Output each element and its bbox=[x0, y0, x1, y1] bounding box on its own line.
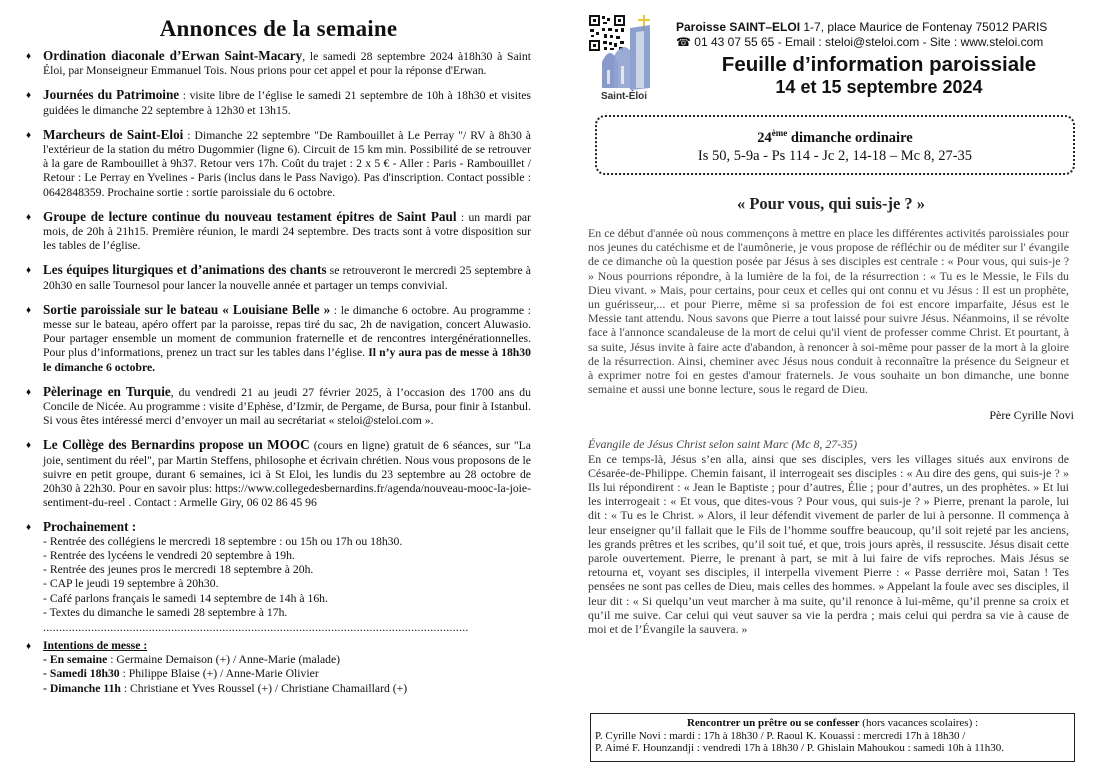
intention-line: - Dimanche 11h : Christiane et Yves Roussel (+) / Christiane Chamaillard (+) bbox=[43, 681, 408, 695]
announcement-bold-note: Il n’y aura pas de messe à 18h30 le dimanche 6 octobre. bbox=[43, 346, 531, 374]
diamond-bullet-icon: ♦ bbox=[26, 265, 32, 277]
diamond-bullet-icon: ♦ bbox=[26, 440, 32, 452]
announcement-text: : un mardi par mois, de 20h à 21h15. Première réunion, le mardi 24 septembre. Des tracts sont à votre disposition sur les tables de l’église. bbox=[43, 210, 532, 253]
parish-contact: ☎ 01 43 07 55 65 - Email : steloi@steloi.com - Site : www.steloi.com bbox=[676, 35, 1044, 49]
confession-box bbox=[590, 713, 1075, 762]
intentions-title: Intentions de messe : bbox=[43, 638, 148, 652]
homily-text: En ce début d'année où nous commençons à mettre en place les différentes activités paroissiales pour nos jeunes du catéchisme et de l'aumônerie, je vous propose de réfléchir ou de méditer sur l' évangile de ce dimanche où la question posée par Jésus à ses disciples est centrale : « Pour vous, qui suis-je ? » Nous pourrions répondre, à la lumière de la foi, de la résurrection : « Tu es le Messie, le Fils du Dieu vivant. » Mais, pour certains, pour ceux et celles qui ont connu et vu Jésus : Il est un prophète, un guérisseur,... et pour Pierre, même si sa profession de foi est encore imparfaite, Jésus est le Messie tant attendu. Nous savons que Pierre a tout laissé pour suivre Jésus. Néanmoins, il se révolte face à l'annonce scandaleuse de la mort de celui qu'il vient de professer comme Christ. Et pourtant, à sa suite, Jésus invite à faire acte d'abandon, à renoncer à soi-même pour passer de la mort à la gloire de la résurrection. Ainsi, cheminer avec Jésus nous conduit à reconnaître la présence du Seigneur et à exprimer notre foi en gestes d'amour fraternels. Je vous souhaite un bon dimanche, une bonne semaine et aussi une bonne lecture, sous le regard de Dieu. bbox=[588, 226, 1069, 397]
announcement-title: Marcheurs de Saint-Eloi bbox=[43, 126, 184, 142]
diamond-bullet-icon: ♦ bbox=[26, 386, 32, 398]
intention-line: - Samedi 18h30 : Philippe Blaise (+) / Anne-Marie Olivier bbox=[43, 667, 319, 681]
homily-title: « Pour vous, qui suis-je ? » bbox=[736, 194, 926, 213]
announcement-title: Les équipes liturgiques et d’animations des chants bbox=[43, 262, 327, 278]
announcement-item bbox=[26, 88, 531, 117]
diamond-bullet-icon: ♦ bbox=[26, 90, 32, 102]
sunday-title: 24ème dimanche ordinaire bbox=[757, 128, 913, 146]
sunday-box bbox=[595, 115, 1075, 175]
parish-address: Paroisse SAINT–ELOI 1-7, place Maurice de Fontenay 75012 PARIS bbox=[676, 20, 1048, 34]
announcement-title: Le Collège des Bernardins propose un MOOC bbox=[43, 437, 310, 453]
logo-caption: Saint-Éloi bbox=[600, 91, 648, 102]
announcement-text: (cours en ligne) gratuit de 6 séances, sur "La joie, sentiment du réel", par Martin Steffens, philosophe et écrivain chrétien. Nous vous proposons de le suivre en petit groupe, durant 6 semaines, ici à St Eloi, les lundis du 23 septembre au 28 octobre de 20h30 à 22h30. Pour en savoir plus: https://www.collegedesbernardins.fr/agenda/nouveau-mooc-la-joie-sentiment-du-reel . Contact : Armelle Giry, 06 02 86 45 96 bbox=[43, 439, 531, 510]
announcement-text: : Dimanche 22 septembre "De Rambouillet à Le Perray "/ RV à 8h30 à l'extérieur de la station du métro Dugommier (ligne 6). Circuit de 15 km min. Possibilité de se retrouver à la gare de Rambouillet à 9h37. Retour vers 17h. Coût du trajet : 2 x 5 € - Aller : Paris - Rambouillet / Retour : Le Perray en Yvelines - Paris (inclus dans le Pass Navigo). Pas d'inscription. Contact possible : 0642848359. Prochaine sortie : sortie paroissiale du 6 octobre. bbox=[43, 128, 531, 199]
announcement-title: Pèlerinage en Turquie bbox=[43, 383, 171, 399]
announcement-text: se retrouveront le mercredi 25 septembre à 20h30 en salle Tournesol pour lancer la nouvelle année et partager un temps convivial. bbox=[43, 264, 531, 292]
prochainement-item: - Rentrée des lycéens le vendredi 20 septembre à 19h. bbox=[43, 548, 295, 562]
prochainement-title: Prochainement : bbox=[43, 519, 137, 535]
diamond-bullet-icon: ♦ bbox=[26, 640, 32, 652]
diamond-bullet-icon: ♦ bbox=[26, 522, 32, 534]
announcements-title: Annonces de la semaine bbox=[159, 16, 398, 41]
gospel-title: Évangile de Jésus Christ selon saint Marc (Mc 8, 27-35) bbox=[588, 437, 858, 452]
gospel-text: En ce temps-là, Jésus s’en alla, ainsi que ses disciples, vers les villages situés aux environs de Césarée-de-Philippe. Chemin faisant, il interrogeait ses disciples : « Au dire des gens, qui suis-je ? » Ils lui répondirent : « Jean le Baptiste ; pour d’autres, Élie ; pour d’autres, un des prophètes. » Et lui les interrogeait : « Et vous, que dites-vous ? Pour vous, qui suis-je ? » Pierre, prenant la parole, lui dit : « Tu es le Christ. » Alors, il leur défendit vivement de parler de lui à personne. Il commença à leur enseigner qu’il fallait que le Fils de l’homme souffre beaucoup, qu’il soit rejeté par les anciens, les grands prêtres et les scribes, qu’il soit tué, et que, trois jours après, il ressuscite. Jésus disait cette parole ouvertement. Pierre, le prenant à part, se mit à lui faire de vifs reproches. Mais Jésus se retourna et, voyant ses disciples, il interpella vivement Pierre : « Passe derrière moi, Satan ! Tes pensées ne sont pas celles de Dieu, mais celles des hommes. » Appelant la foule avec ses disciples, il leur dit : « Si quelqu’un veut marcher à ma suite, qu’il renonce à lui-même, qu’il prenne sa croix et qu’il me suive. Car celui qui veut sauver sa vie la perdra ; mais celui qui perdra sa vie à cause de moi et de l’Évangile la sauvera. » bbox=[588, 451, 1069, 637]
sheet-date: 14 et 15 septembre 2024 bbox=[775, 77, 983, 97]
sunday-readings: Is 50, 5-9a - Ps 114 - Jc 2, 14-18 – Mc 8, 27-35 bbox=[697, 147, 973, 164]
homily-signature: Père Cyrille Novi bbox=[989, 408, 1074, 423]
prochainement-item: - CAP le jeudi 19 septembre à 20h30. bbox=[43, 577, 219, 591]
confession-line: P. Aimé F. Hounzandji : vendredi 17h à 18h30 / P. Ghislain Mahoukou : samedi 10h à 11h30. bbox=[595, 742, 1005, 754]
announcement-item bbox=[26, 438, 531, 510]
prochainement-item: - Rentrée des jeunes pros le mercredi 18 septembre à 20h. bbox=[43, 563, 314, 577]
announcements-column bbox=[26, 16, 531, 696]
diamond-bullet-icon: ♦ bbox=[26, 304, 32, 316]
dotted-separator: ..................................................................................................................................... bbox=[43, 620, 469, 633]
announcement-item bbox=[26, 128, 531, 200]
announcement-title: Ordination diaconale d’Erwan Saint-Macary bbox=[43, 48, 303, 63]
prochainement-item: - Café parlons français le samedi 14 septembre de 14h à 16h. bbox=[43, 591, 328, 605]
diamond-bullet-icon: ♦ bbox=[26, 129, 32, 141]
announcement-item bbox=[26, 210, 531, 254]
confession-line: P. Cyrille Novi : mardi : 17h à 18h30 / P. Raoul K. Kouassi : mercredi 17h à 18h30 / bbox=[595, 729, 966, 742]
diamond-bullet-icon: ♦ bbox=[26, 211, 32, 223]
announcement-title: Sortie paroissiale sur le bateau « Louisiane Belle » bbox=[43, 301, 331, 317]
parish-logo bbox=[588, 14, 660, 102]
announcement-item bbox=[26, 385, 531, 429]
announcement-text: , du vendredi 21 au jeudi 27 février 2025, à l’occasion des 1700 ans du Concile de Nicée. Au programme : visite d’Ephèse, d’Izmir, de Pergame, de Bursa, pour finir à Istanbul. Si vous êtes intéressé merci d’envoyer un mail au secrétariat « steloi@steloi.com ». bbox=[43, 385, 531, 428]
prochainement-item: - Textes du dimanche le samedi 28 septembre à 17h. bbox=[43, 605, 288, 619]
intentions-section bbox=[26, 639, 531, 696]
prochainement-section bbox=[26, 520, 531, 619]
intention-line: - En semaine : Germaine Demaison (+) / Anne-Marie (malade) bbox=[43, 653, 341, 667]
qr-code-icon bbox=[588, 14, 626, 52]
announcement-title: Journées du Patrimoine bbox=[43, 87, 180, 103]
announcement-item bbox=[26, 263, 531, 292]
prochainement-item: - Rentrée des collégiens le mercredi 18 septembre : ou 15h ou 17h ou 18h30. bbox=[43, 534, 403, 548]
announcement-item bbox=[26, 49, 531, 78]
announcement-text: : le dimanche 6 octobre. Au programme : messe sur le bateau, apéro offert par la paroisse, repas tiré du sac, 2h de navigation, concert Aluwasio. Pour partager ensemble un moment de communion fraternelle et de rencontres intergénérationnelles. Pour plus d’informations, prenez un tract sur les tables dans l’église. bbox=[43, 303, 531, 360]
parish-header bbox=[588, 12, 1074, 104]
info-column bbox=[588, 12, 1074, 636]
announcement-title: Groupe de lecture continue du nouveau testament épitres de Saint Paul bbox=[43, 208, 457, 224]
announcement-item bbox=[26, 303, 531, 375]
sheet-title: Feuille d’information paroissiale bbox=[721, 53, 1037, 76]
logo-icon bbox=[588, 14, 660, 102]
announcement-text: , le samedi 28 septembre 2024 à18h30 à Saint Éloi, par Monseigneur Emmanuel Tois. Nous prions pour cet appel et pour la réponse d'Erwan. bbox=[43, 50, 532, 78]
diamond-bullet-icon: ♦ bbox=[26, 51, 32, 62]
announcement-text: : visite libre de l’église le samedi 21 septembre de 10h à 18h30 et visites guidées le dimanche 22 septembre à 12h30 et 13h15. bbox=[43, 89, 531, 117]
confession-title: Rencontrer un prêtre ou se confesser (hors vacances scolaires) : bbox=[686, 717, 979, 729]
